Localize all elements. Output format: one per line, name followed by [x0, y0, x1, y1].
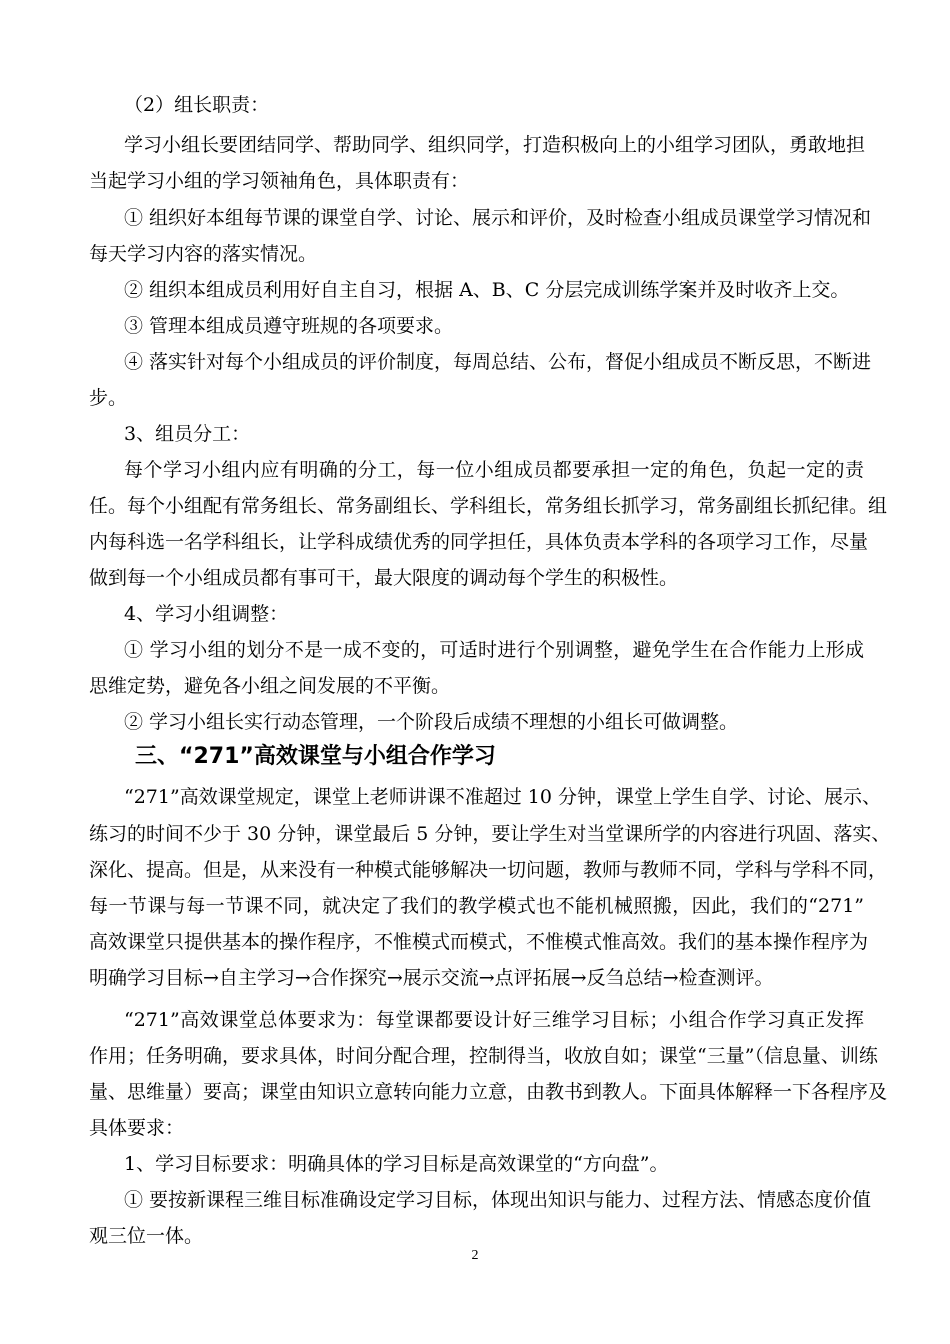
list-item: ① 要按新课程三维目标准确设定学习目标，体现出知识与能力、过程方法、情感态度价值 — [124, 1189, 872, 1211]
paragraph-line: “271”高效课堂规定，课堂上老师讲课不准超过 10 分钟，课堂上学生自学、讨论、展示、 — [124, 786, 881, 808]
paragraph-line: 练习的时间不少于 30 分钟，课堂最后 5 分钟，要让学生对当堂课所学的内容进行巩固、落实、 — [89, 823, 891, 845]
paragraph-line: 内每科选一名学科组长，让学科成绩优秀的同学担任，具体负责本学科的各项学习工作，尽量 — [89, 531, 869, 553]
list-item-continuation: 每天学习内容的落实情况。 — [89, 243, 318, 265]
paragraph-line: 任。每个小组配有常务组长、常务副组长、学科组长，常务组长抓学习，常务副组长抓纪律。组 — [89, 495, 888, 517]
subsection-title-group-adjustment: 4、学习小组调整： — [124, 603, 289, 625]
list-item-continuation: 思维定势，避免各小组之间发展的不平衡。 — [89, 675, 451, 697]
paragraph-line: 具体要求： — [89, 1117, 185, 1139]
paragraph-line: 每一节课与每一节课不同，就决定了我们的教学模式也不能机械照搬，因此，我们的“271” — [89, 895, 864, 917]
list-item: ② 组织本组成员利用好自主自习，根据 A、B、C 分层完成训练学案并及时收齐上交。 — [124, 279, 850, 301]
page-number: 2 — [471, 1248, 479, 1263]
list-item: ④ 落实针对每个小组成员的评价制度，每周总结、公布，督促小组成员不断反思，不断进 — [124, 351, 872, 373]
list-item-continuation: 步。 — [89, 387, 128, 409]
paragraph-line: 深化、提高。但是，从来没有一种模式能够解决一切问题，教师与教师不同，学科与学科不同， — [89, 859, 888, 881]
list-item: ③ 管理本组成员遵守班规的各项要求。 — [124, 315, 454, 337]
paragraph-line: 学习小组长要团结同学、帮助同学、组织同学，打造积极向上的小组学习团队，勇敢地担 — [124, 134, 866, 156]
paragraph-line: 高效课堂只提供基本的操作程序，不惟模式而模式，不惟模式惟高效。我们的基本操作程序为 — [89, 931, 869, 953]
paragraph-line: “271”高效课堂总体要求为：每堂课都要设计好三维学习目标；小组合作学习真正发挥 — [124, 1009, 864, 1031]
list-item: ② 学习小组长实行动态管理，一个阶段后成绩不理想的小组长可做调整。 — [124, 711, 739, 733]
paragraph-line: 每个学习小组内应有明确的分工，每一位小组成员都要承担一定的角色，负起一定的责 — [124, 459, 864, 481]
paragraph-line: 做到每一个小组成员都有事可干，最大限度的调动每个学生的积极性。 — [89, 567, 679, 589]
list-item: ① 学习小组的划分不是一成不变的，可适时进行个别调整，避免学生在合作能力上形成 — [124, 639, 864, 661]
subsection-title-member-division: 3、组员分工： — [124, 423, 251, 445]
paragraph-line: 当起学习小组的学习领袖角色，具体职责有： — [89, 170, 470, 192]
list-item-continuation: 观三位一体。 — [89, 1225, 204, 1247]
subsection-title-learning-goals: 1、学习目标要求：明确具体的学习目标是高效课堂的“方向盘”。 — [124, 1153, 669, 1175]
section-heading-271-classroom: 三、“271”高效课堂与小组合作学习 — [135, 744, 496, 769]
subsection-title-group-leader-duties: （2）组长职责： — [124, 94, 270, 116]
paragraph-line: 作用；任务明确，要求具体，时间分配合理，控制得当，收放自如；课堂“三量”（信息量、训练 — [89, 1045, 878, 1067]
paragraph-line: 量、思维量）要高；课堂由知识立意转向能力立意，由教书到教人。下面具体解释一下各程序及 — [89, 1081, 888, 1103]
list-item: ① 组织好本组每节课的课堂自学、讨论、展示和评价，及时检查小组成员课堂学习情况和 — [124, 207, 872, 229]
paragraph-line: 明确学习目标→自主学习→合作探究→展示交流→点评拓展→反刍总结→检查测评。 — [89, 967, 774, 989]
